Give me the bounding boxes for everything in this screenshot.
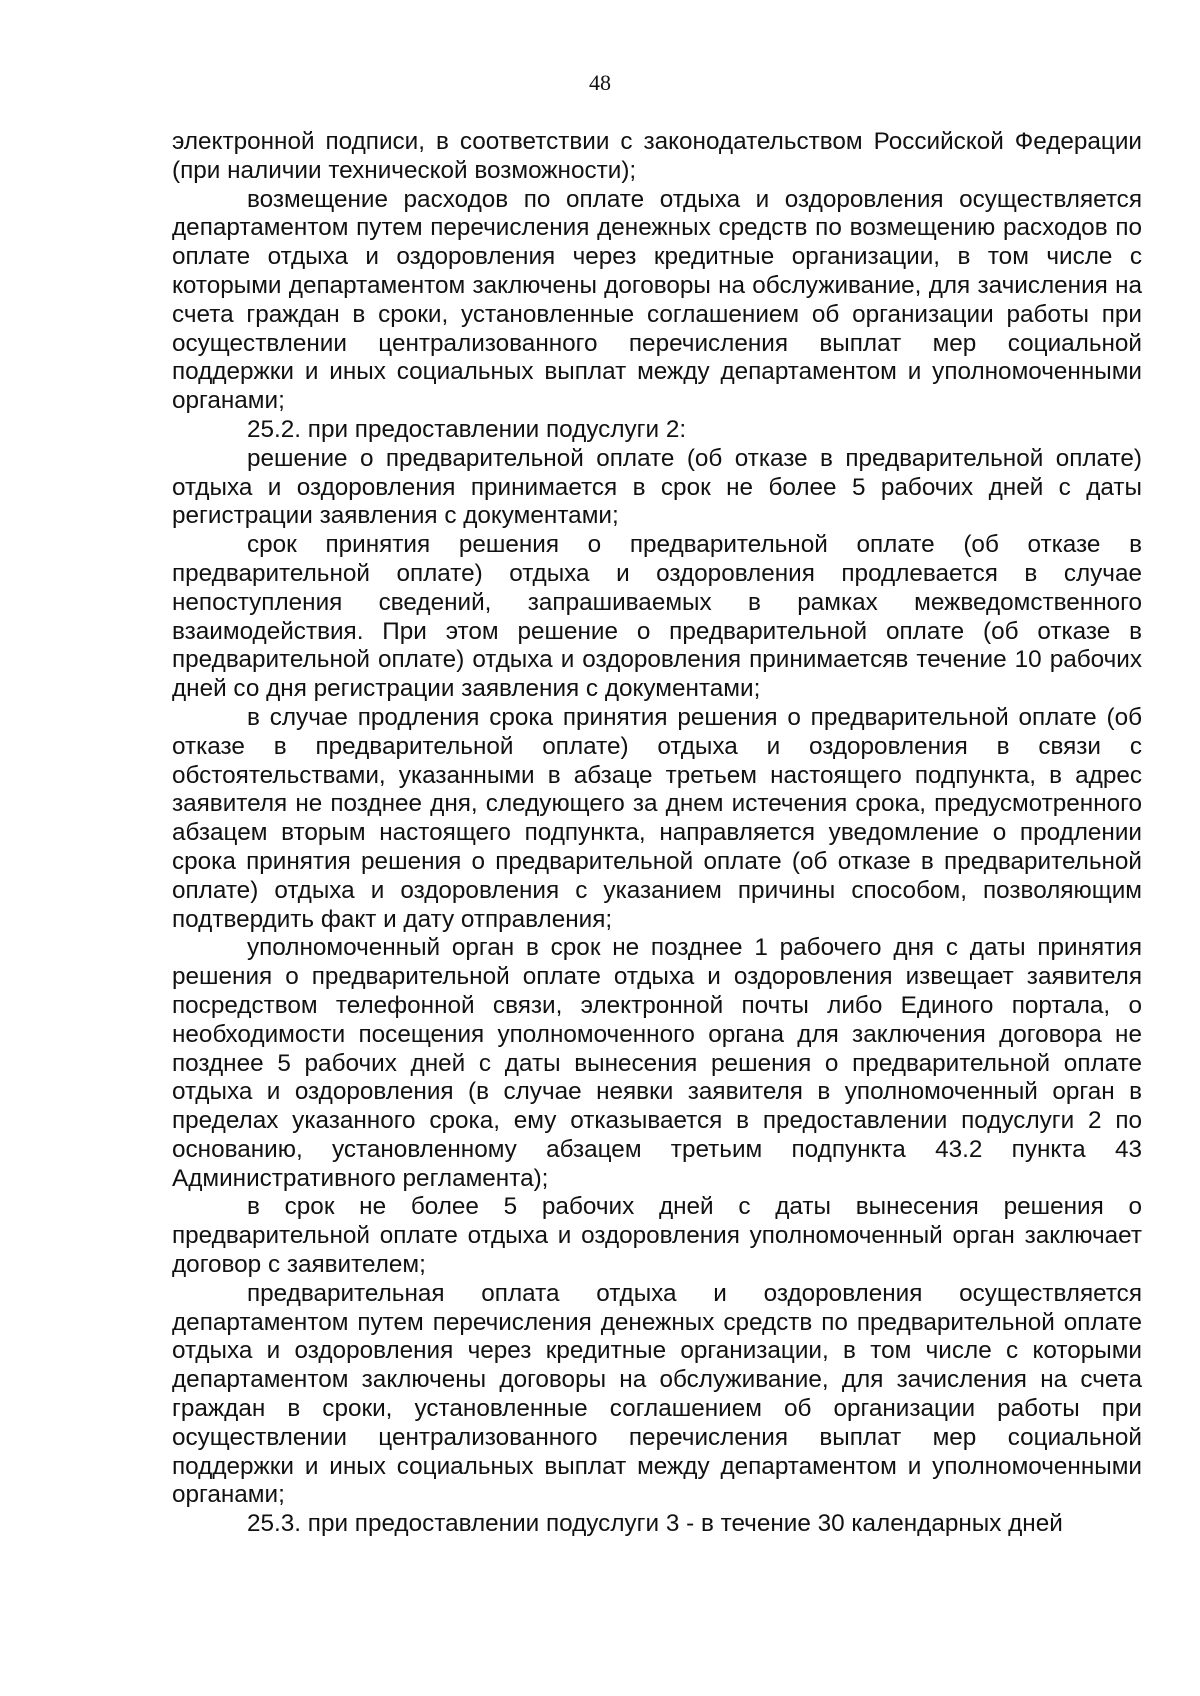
paragraph: в случае продления срока принятия решения о предварительной оплате (об отказе в предварительной оплате) отдыха и оздоровления в связи с обстоятельствами, указанными в абзаце третьем настоящего подпункта, в адрес заявителя не позднее дня, следующего за днем истечения срока, предусмотренного абзацем вторым настоящего подпункта, направляется уведомление о продлении срока принятия решения о предварительной оплате (об отказе в предварительной оплате) отдыха и оздоровления с указанием причины способом, позволяющим подтвердить факт и дату отправления;: [172, 703, 1142, 933]
paragraph: предварительная оплата отдыха и оздоровления осуществляется департаментом путем перечисления денежных средств по предварительной оплате отдыха и оздоровления через кредитные организации, в том числе с которыми департаментом заключены договоры на обслуживание, для зачисления на счета граждан в сроки, установленные соглашением об организации работы при осуществлении централизованного перечисления выплат мер социальной поддержки и иных социальных выплат между департаментом и уполномоченными органами;: [172, 1279, 1142, 1509]
paragraph: решение о предварительной оплате (об отказе в предварительной оплате) отдыха и оздоровления принимается в срок не более 5 рабочих дней с даты регистрации заявления с документами;: [172, 444, 1142, 530]
page-number: 48: [589, 70, 611, 95]
paragraph: уполномоченный орган в срок не позднее 1 рабочего дня с даты принятия решения о предварительной оплате отдыха и оздоровления извещает заявителя посредством телефонной связи, электронной почты либо Единого портала, о необходимости посещения уполномоченного органа для заключения договора не позднее 5 рабочих дней с даты вынесения решения о предварительной оплате отдыха и оздоровления (в случае неявки заявителя в уполномоченный орган в пределах указанного срока, ему отказывается в предоставлении подуслуги 2 по основанию, установленному абзацем третьим подпункта 43.2 пункта 43 Административного регламента);: [172, 934, 1142, 1192]
paragraph-heading: 25.3. при предоставлении подуслуги 3 - в течение 30 календарных дней: [247, 1510, 1063, 1538]
paragraph-heading: 25.2. при предоставлении подуслуги 2:: [247, 415, 687, 443]
paragraph: возмещение расходов по оплате отдыха и оздоровления осуществляется департаментом путем перечисления денежных средств по возмещению расходов по оплате отдыха и оздоровления через кредитные организации, в том числе с которыми департаментом заключены договоры на обслуживание, для зачисления на счета граждан в сроки, установленные соглашением об организации работы при осуществлении централизованного перечисления выплат мер социальной поддержки и иных социальных выплат между департаментом и уполномоченными органами;: [172, 185, 1142, 415]
paragraph: срок принятия решения о предварительной оплате (об отказе в предварительной оплате) отдыха и оздоровления продлевается в случае непоступления сведений, запрашиваемых в рамках межведомственного взаимодействия. При этом решение о предварительной оплате (об отказе в предварительной оплате) отдыха и оздоровления принимаетсяв течение 10 рабочих дней со дня регистрации заявления с документами;: [172, 531, 1142, 703]
paragraph-continuation: электронной подписи, в соответствии с законодательством Российской Федерации (при наличии технической возможности);: [172, 128, 1142, 184]
document-body: [172, 128, 1142, 1539]
paragraph: в срок не более 5 рабочих дней с даты вынесения решения о предварительной оплате отдыха и оздоровления уполномоченный орган заключает договор с заявителем;: [172, 1193, 1142, 1279]
